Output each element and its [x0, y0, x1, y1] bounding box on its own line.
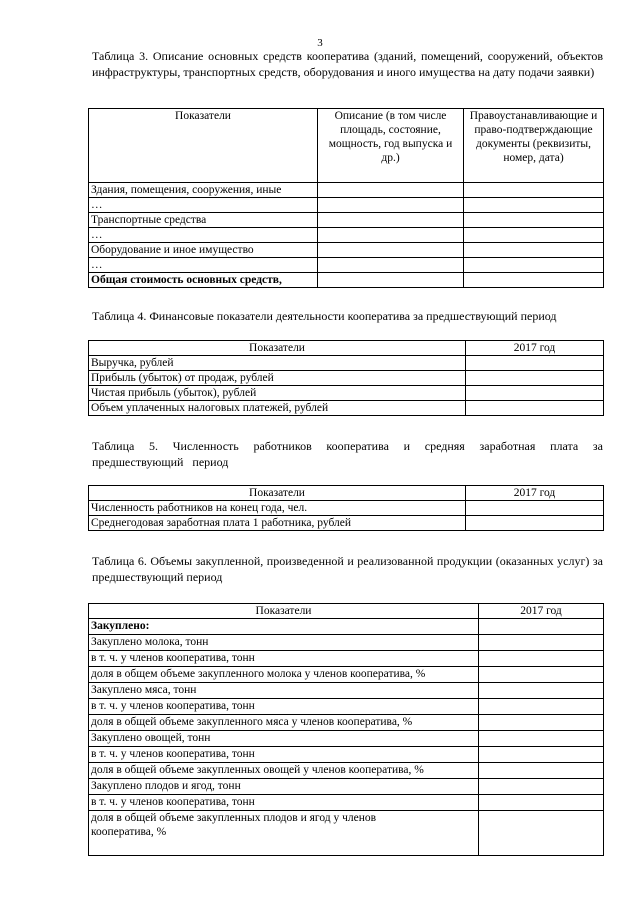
table3-row-label: …	[89, 228, 318, 243]
table5-caption: Таблица 5. Численность работников кооператива и средняя заработная плата за предшествующий период	[92, 439, 603, 469]
table4-header-indicators: Показатели	[89, 341, 466, 356]
table4	[88, 340, 604, 416]
table3-cell	[464, 273, 604, 288]
table4-cell	[466, 371, 604, 386]
table4-cell	[466, 386, 604, 401]
table4-row-label: Чистая прибыль (убыток), рублей	[89, 386, 466, 401]
table6-cell	[479, 683, 604, 699]
table3-cell	[464, 243, 604, 258]
table3-cell	[464, 213, 604, 228]
table3-cell	[318, 273, 464, 288]
table5-cell	[466, 516, 604, 531]
table6	[88, 603, 604, 856]
table3-row-label: Здания, помещения, сооружения, иные	[89, 183, 318, 198]
table6-row-label: Закуплено мяса, тонн	[89, 683, 479, 699]
table3-header-documents: Правоустанавливающие и право-подтверждающие документы (реквизиты, номер, дата)	[464, 109, 604, 183]
table6-row-label: доля в общей объеме закупленных овощей у членов кооператива, %	[89, 763, 479, 779]
table6-cell	[479, 619, 604, 635]
table6-row-label: Закуплено плодов и ягод, тонн	[89, 779, 479, 795]
table4-cell	[466, 401, 604, 416]
table6-cell	[479, 635, 604, 651]
table3-cell	[318, 228, 464, 243]
table6-row-label: в т. ч. у членов кооператива, тонн	[89, 699, 479, 715]
table3-cell	[464, 198, 604, 213]
table6-row-label: доля в общей объеме закупленных плодов и ягод у членов кооператива, %	[89, 811, 479, 856]
table6-cell	[479, 667, 604, 683]
table6-row-label: в т. ч. у членов кооператива, тонн	[89, 651, 479, 667]
table3	[88, 108, 604, 288]
table6-row-label: Закуплено молока, тонн	[89, 635, 479, 651]
table6-cell	[479, 747, 604, 763]
table6-row-label: в т. ч. у членов кооператива, тонн	[89, 795, 479, 811]
table4-header-year: 2017 год	[466, 341, 604, 356]
table5-row-label: Численность работников на конец года, чел.	[89, 501, 466, 516]
table6-row-label: в т. ч. у членов кооператива, тонн	[89, 747, 479, 763]
table4-row-label: Объем уплаченных налоговых платежей, рублей	[89, 401, 466, 416]
table6-row-label: доля в общем объеме закупленного молока у членов кооператива, %	[89, 667, 479, 683]
table4-cell	[466, 356, 604, 371]
table6-header-year: 2017 год	[479, 604, 604, 619]
table6-cell	[479, 651, 604, 667]
table6-row-label: доля в общей объеме закупленного мяса у членов кооператива, %	[89, 715, 479, 731]
table3-cell	[464, 258, 604, 273]
table6-cell	[479, 699, 604, 715]
table3-total-label: Общая стоимость основных средств,	[89, 273, 318, 288]
table5-cell	[466, 501, 604, 516]
table6-cell	[479, 731, 604, 747]
table3-row-label: Транспортные средства	[89, 213, 318, 228]
table6-cell	[479, 779, 604, 795]
table6-header-indicators: Показатели	[89, 604, 479, 619]
table6-row-label: Закуплено овощей, тонн	[89, 731, 479, 747]
table4-row-label: Выручка, рублей	[89, 356, 466, 371]
table3-cell	[318, 198, 464, 213]
table4-caption: Таблица 4. Финансовые показатели деятельности кооператива за предшествующий период	[92, 309, 557, 323]
table5-header-indicators: Показатели	[89, 486, 466, 501]
table6-caption: Таблица 6. Объемы закупленной, произведенной и реализованной продукции (оказанных услуг) за предшествующий период	[92, 554, 603, 584]
table4-row-label: Прибыль (убыток) от продаж, рублей	[89, 371, 466, 386]
table3-caption: Таблица 3. Описание основных средств кооператива (зданий, помещений, сооружений, объектов инфраструктуры, транспортных средств, оборудования и иного имущества на дату подачи заявки)	[92, 49, 603, 79]
table3-row-label: …	[89, 198, 318, 213]
table3-cell	[464, 228, 604, 243]
table3-cell	[318, 258, 464, 273]
table3-cell	[318, 183, 464, 198]
table3-header-description: Описание (в том числе площадь, состояние, мощность, год выпуска и др.)	[318, 109, 464, 183]
table3-cell	[318, 243, 464, 258]
table6-cell	[479, 795, 604, 811]
table5-row-label: Среднегодовая заработная плата 1 работника, рублей	[89, 516, 466, 531]
table3-header-indicators: Показатели	[89, 109, 318, 183]
table6-section-label: Закуплено:	[89, 619, 479, 635]
table3-cell	[464, 183, 604, 198]
table3-row-label: Оборудование и иное имущество	[89, 243, 318, 258]
table5	[88, 485, 604, 531]
table3-cell	[318, 213, 464, 228]
table5-header-year: 2017 год	[466, 486, 604, 501]
table6-cell	[479, 715, 604, 731]
table3-row-label: …	[89, 258, 318, 273]
table6-cell	[479, 763, 604, 779]
page-number: 3	[317, 37, 323, 49]
table6-cell	[479, 811, 604, 856]
